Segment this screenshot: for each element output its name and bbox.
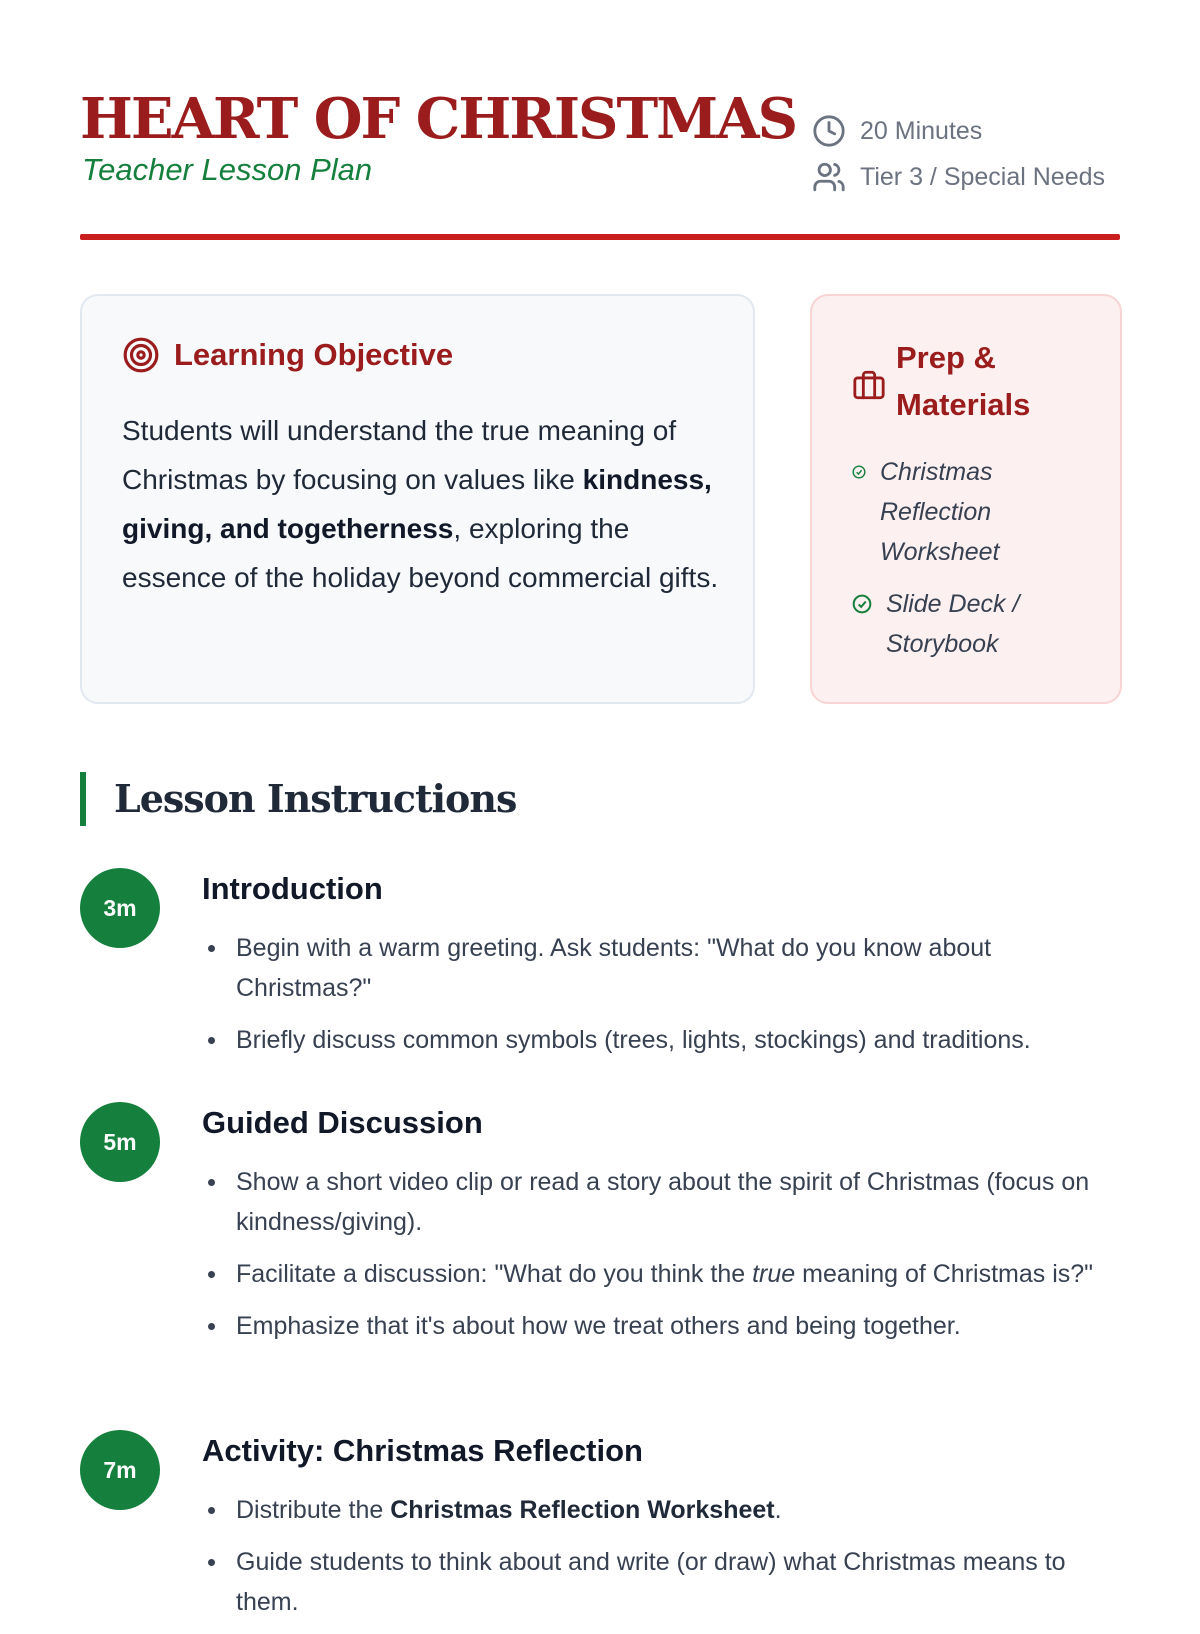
duration-badge: 5m xyxy=(80,1102,160,1182)
objective-heading: Learning Objective xyxy=(174,337,454,372)
bullet-text: meaning of Christmas is?" xyxy=(795,1260,1094,1288)
section-accent-bar xyxy=(80,772,86,826)
duration-badge: 3m xyxy=(80,868,160,948)
page-subtitle: Teacher Lesson Plan xyxy=(82,152,373,187)
duration-text: 20 Minutes xyxy=(860,116,983,145)
step-title: Guided Discussion xyxy=(202,1105,483,1140)
bullet-text: . xyxy=(774,1496,782,1524)
page-title: HEART OF CHRISTMAS xyxy=(80,86,797,152)
step-bullet: Begin with a warm greeting. Ask students: "What do you know about Christmas?" xyxy=(202,928,1120,1008)
prep-materials-card xyxy=(810,294,1122,704)
material-item xyxy=(852,452,1092,572)
objective-text-end: , exploring the essence of the holiday beyond commercial gifts. xyxy=(122,513,719,593)
bullet-text: Distribute the xyxy=(236,1496,391,1524)
step-bullets xyxy=(202,1162,1120,1358)
check-circle-icon xyxy=(852,465,866,479)
briefcase-icon xyxy=(852,368,886,402)
step-bullets xyxy=(202,1490,1120,1634)
step-title: Introduction xyxy=(202,871,383,906)
learning-objective-card xyxy=(80,294,755,704)
objective-text xyxy=(122,406,722,602)
material-item xyxy=(852,584,1092,664)
lesson-meta xyxy=(812,108,1132,200)
bullet-text: Facilitate a discussion: "What do you think the xyxy=(236,1260,753,1288)
header-divider xyxy=(80,234,1120,240)
objective-values: kindness, giving, and togetherness xyxy=(122,464,712,544)
duration-badge: 7m xyxy=(80,1430,160,1510)
objective-text-start: Students will understand the true meaning of Christmas by focusing on values like xyxy=(122,415,677,495)
step-bullet: Briefly discuss common symbols (trees, lights, stockings) and traditions. xyxy=(202,1020,1120,1060)
materials-list xyxy=(852,452,1092,676)
duration-meta xyxy=(812,108,1132,154)
material-label: Christmas Reflection Worksheet xyxy=(880,458,1000,566)
step-bullet xyxy=(202,1254,1120,1294)
step-title: Activity: Christmas Reflection xyxy=(202,1433,643,1468)
audience-meta xyxy=(812,154,1132,200)
step-bullet xyxy=(202,1490,1120,1530)
step-bullet: Show a short video clip or read a story about the spirit of Christmas (focus on kindness/giving). xyxy=(202,1162,1120,1242)
audience-text: Tier 3 / Special Needs xyxy=(860,162,1106,191)
step-bullet: Guide students to think about and write (or draw) what Christmas means to them. xyxy=(202,1542,1120,1622)
lesson-header xyxy=(80,80,1120,240)
prep-heading-line1: Prep & xyxy=(896,340,996,375)
users-icon xyxy=(812,160,846,194)
bullet-emphasis: true xyxy=(752,1260,796,1288)
step-bullets xyxy=(202,928,1120,1072)
target-icon xyxy=(122,336,160,374)
objective-heading-row xyxy=(122,336,453,374)
prep-heading-line2: Materials xyxy=(896,387,1031,422)
clock-icon xyxy=(812,114,846,148)
material-label: Slide Deck / Storybook xyxy=(886,590,1020,658)
lesson-instructions-heading: Lesson Instructions xyxy=(114,776,517,821)
bullet-strong: Christmas Reflection Worksheet xyxy=(390,1496,775,1524)
check-circle-icon xyxy=(852,594,872,614)
prep-heading xyxy=(896,334,1030,428)
step-bullet: Emphasize that it's about how we treat others and being together. xyxy=(202,1306,1120,1346)
